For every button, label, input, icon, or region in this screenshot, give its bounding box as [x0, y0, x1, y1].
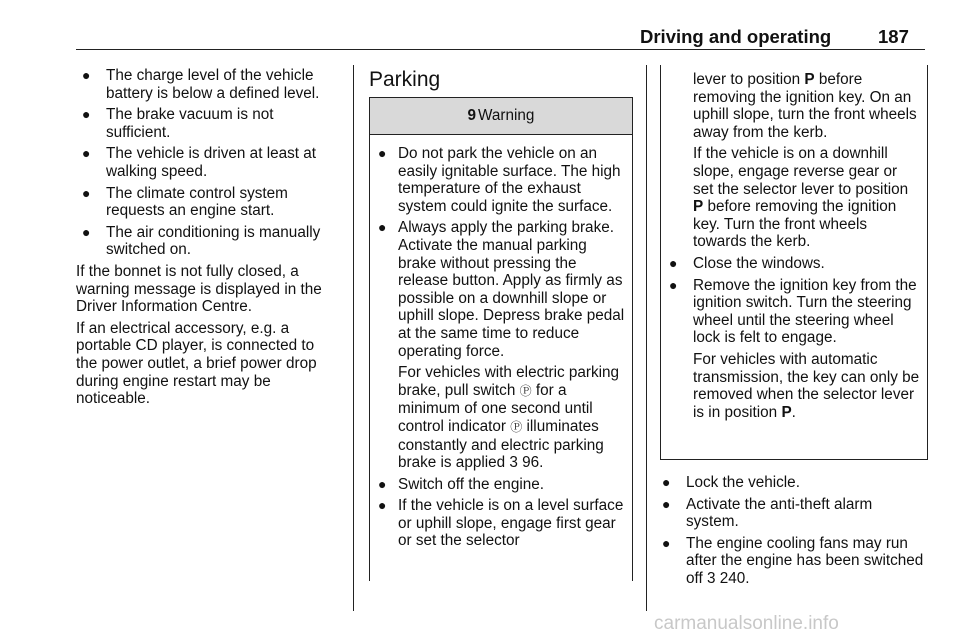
bullet-icon: ●: [82, 67, 91, 83]
gear-position-p: P: [781, 403, 792, 421]
list-item: ● Switch off the engine.: [378, 475, 544, 493]
watermark: carmanualsonline.info: [654, 613, 839, 634]
bullet-icon: ●: [662, 534, 671, 551]
column-divider-left: [353, 65, 354, 611]
list-item: ● The vehicle is driven at least at walking speed.: [82, 145, 317, 180]
list-item: ● The brake vacuum is not sufficient.: [82, 106, 274, 141]
bullet-icon: ●: [662, 474, 671, 490]
page-reference[interactable]: 96.: [522, 454, 544, 472]
selector-paragraph: lever to position P before removing the ignition key. On an uphill slope, turn the front wheels away from the kerb.: [693, 71, 917, 141]
list-item: ● If the vehicle is on a level surface or uphill slope, engage first gear or set the selector: [378, 497, 624, 550]
list-item: ● Close the windows.: [669, 254, 825, 272]
column-middle: [369, 67, 633, 581]
page-ref-arrow-icon: 3: [509, 454, 518, 472]
bullet-icon: ●: [378, 497, 387, 514]
bullet-icon: ●: [669, 254, 678, 271]
bullet-icon: ●: [669, 276, 678, 293]
page-number: 187: [878, 26, 909, 47]
list-item: ● The charge level of the vehicle battery is below a defined level.: [82, 67, 320, 102]
warning-list: [370, 135, 632, 550]
column-left: [76, 67, 338, 412]
list-item: ● Activate the anti-theft alarm system.: [662, 495, 873, 531]
warning-header: [370, 98, 632, 135]
bullet-icon: ●: [378, 145, 387, 161]
gear-position-p: P: [804, 71, 815, 88]
bullet-icon: ●: [82, 223, 91, 240]
list-item: ● Remove the ignition key from the ignition switch. Turn the steering wheel until the steering wheel lock is felt to engage. For vehicles with automatic transmission, the key can only be removed when the selector lever is in position P.: [669, 276, 920, 421]
list-item: ● The engine cooling fans may run after the engine has been switched off 3 240.: [662, 534, 924, 587]
bullet-icon: ●: [82, 184, 91, 201]
page-ref-arrow-icon: 3: [706, 569, 716, 587]
list-item: ● Do not park the vehicle on an easily ignitable surface. The high temperature of the exhaust system could ignite the surface.: [378, 145, 621, 215]
final-steps-list: [660, 474, 928, 588]
downhill-paragraph: If the vehicle is on a downhill slope, engage reverse gear or set the selector lever to position P before removing the ignition key. Turn the front wheels towards the kerb.: [693, 145, 909, 251]
bullet-icon: ●: [82, 145, 91, 162]
bullet-icon: ●: [82, 106, 91, 123]
chapter-title: Driving and operating: [640, 26, 832, 47]
accessory-paragraph: If an electrical accessory, e.g. a portable CD player, is connected to the power outlet, a brief power drop during engine restart may be noticeable.: [76, 319, 317, 408]
automatic-transmission-note: For vehicles with automatic transmission, the key can only be removed when the selector lever is in position P.: [693, 350, 920, 421]
bullet-icon: ●: [662, 495, 671, 512]
list-item: ● The climate control system requests an engine start.: [82, 184, 288, 220]
bullet-icon: ●: [378, 475, 387, 492]
warning-icon: 9: [467, 107, 477, 124]
column-right: [660, 67, 928, 592]
section-title: Parking: [369, 68, 441, 91]
list-item: ● Always apply the parking brake. Activate the manual parking brake without pressing the release button. Apply as firmly as possible on a downhill slope or uphill slope. Depress brake pedal at the same time to reduce operating force. For vehicles with electric parking brake, pull switch Ⓟ for a minimum of one second until control indicator Ⓟ illuminates constantly and electric parking brake is applied 3 96.: [378, 219, 625, 472]
list-item: ● The air conditioning is manually switched on.: [82, 223, 321, 259]
bonnet-paragraph: If the bonnet is not fully closed, a warning message is displayed in the Driver Information Centre.: [76, 262, 322, 316]
warning-box-continued: [660, 65, 928, 460]
warning-box: [369, 97, 633, 581]
bullet-icon: ●: [378, 219, 387, 236]
condition-list: [76, 67, 338, 259]
parking-brake-indicator-icon: Ⓟ: [510, 419, 523, 434]
warning-list-continued: [667, 255, 921, 421]
gear-position-p: P: [693, 198, 704, 216]
header-rule: [76, 49, 925, 50]
column-divider-right: [646, 65, 647, 611]
parking-brake-icon: Ⓟ: [519, 383, 532, 398]
electric-brake-note: For vehicles with electric parking brake, pull switch Ⓟ for a minimum of one second until control indicator Ⓟ illuminates constantly and electric parking brake is applied 3 96.: [398, 364, 620, 472]
warning-label: Warning: [478, 107, 535, 124]
list-item: ● Lock the vehicle.: [662, 474, 800, 491]
page-reference[interactable]: 240.: [719, 569, 750, 587]
